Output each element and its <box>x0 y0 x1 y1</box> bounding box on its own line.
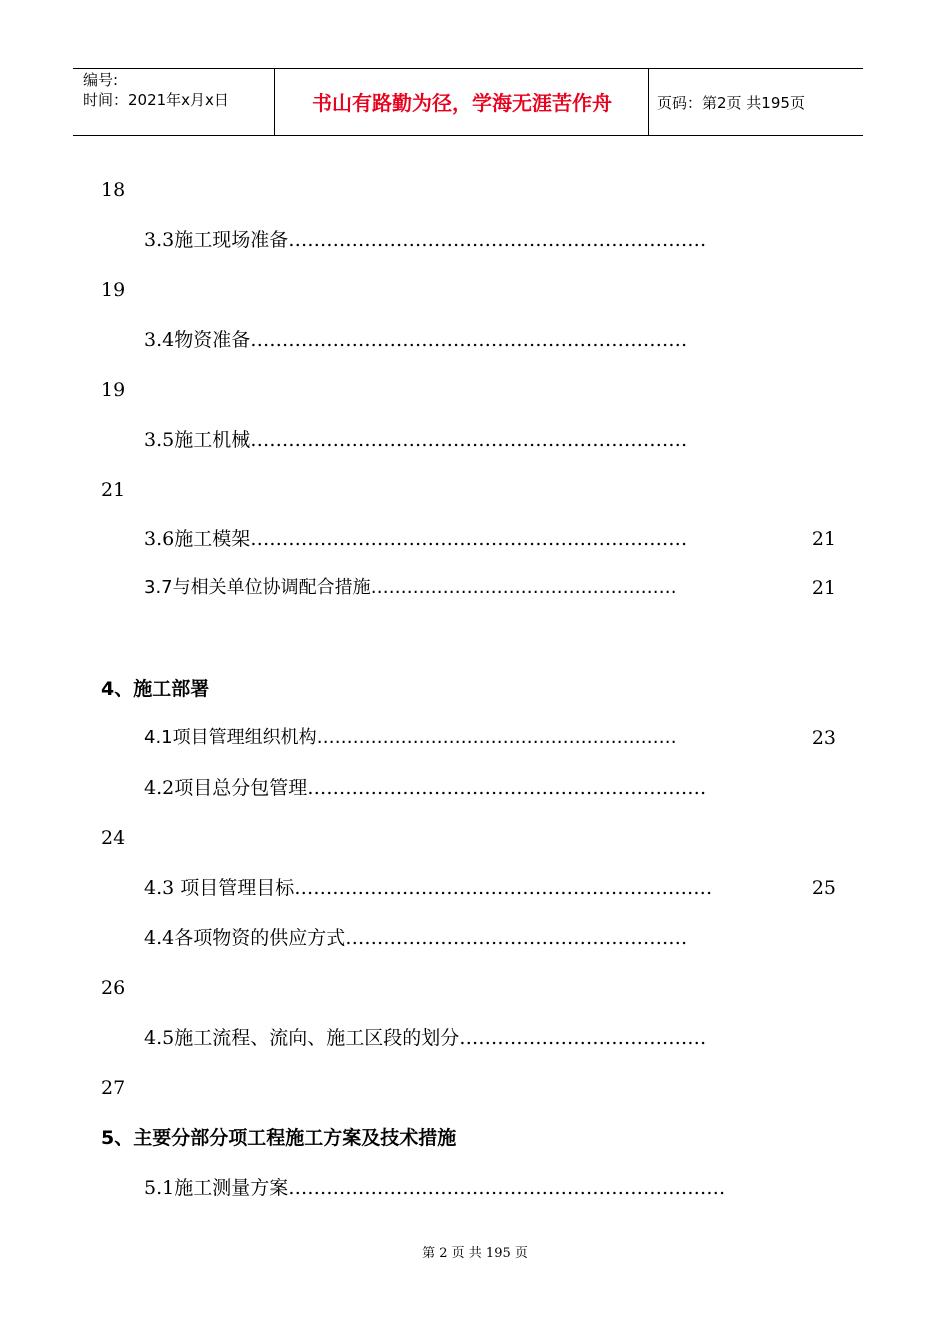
toc-entry-3-5: 3.5施工机械…………………………………………………………… <box>144 429 688 451</box>
toc-entry-page: 21 <box>811 577 836 599</box>
header-motto: 书山有路勤为径，学海无涯苦作舟 <box>312 91 612 115</box>
toc-page-number: 27 <box>101 1077 126 1099</box>
toc-page-number: 19 <box>101 379 126 401</box>
toc-entry-4-3: 4.3 项目管理目标………………………………………………………… <box>144 877 713 899</box>
toc-entry-3-4: 3.4物资准备…………………………………………………………… <box>144 329 688 351</box>
toc-entry-5-1: 5.1施工测量方案…………………………………………………………… <box>144 1177 726 1199</box>
toc-section-5: 5、主要分部分项工程施工方案及技术措施 <box>101 1127 457 1149</box>
toc-entry-4-1: 4.1项目管理组织机构…………………………………………………… <box>144 727 677 748</box>
toc-page-number: 19 <box>101 279 126 301</box>
toc-entry-page: 25 <box>811 877 836 899</box>
header-motto-cell <box>275 69 649 135</box>
header-page-cell <box>649 69 863 135</box>
toc-section-4: 4、施工部署 <box>101 678 210 700</box>
toc-entry-4-5: 4.5施工流程、流向、施工区段的划分………………………………… <box>144 1027 707 1049</box>
toc-entry-3-6: 3.6施工模架…………………………………………………………… <box>144 528 688 550</box>
toc-page-number: 21 <box>101 479 126 501</box>
toc-entry-4-4: 4.4各项物资的供应方式……………………………………………… <box>144 927 688 949</box>
page-footer: 第 2 页 共 195 页 <box>422 1246 528 1261</box>
toc-entry-page: 23 <box>811 727 836 749</box>
header-meta-cell <box>73 69 275 135</box>
header-page-info: 页码：第2页 共195页 <box>657 94 805 112</box>
toc-page-number: 26 <box>101 977 126 999</box>
document-time: 时间：2021年x月x日 <box>83 91 229 109</box>
toc-page-number: 24 <box>101 827 126 849</box>
toc-page-number: 18 <box>101 179 126 201</box>
toc-entry-3-7: 3.7与相关单位协调配合措施…………………………………………… <box>144 577 677 598</box>
document-number-label: 编号: <box>83 71 119 89</box>
toc-entry-4-2: 4.2项目总分包管理……………………………………………………… <box>144 777 707 799</box>
toc-entry-page: 21 <box>811 528 836 550</box>
document-header <box>73 68 863 136</box>
toc-entry-3-3: 3.3施工现场准备………………………………………………………… <box>144 229 707 251</box>
